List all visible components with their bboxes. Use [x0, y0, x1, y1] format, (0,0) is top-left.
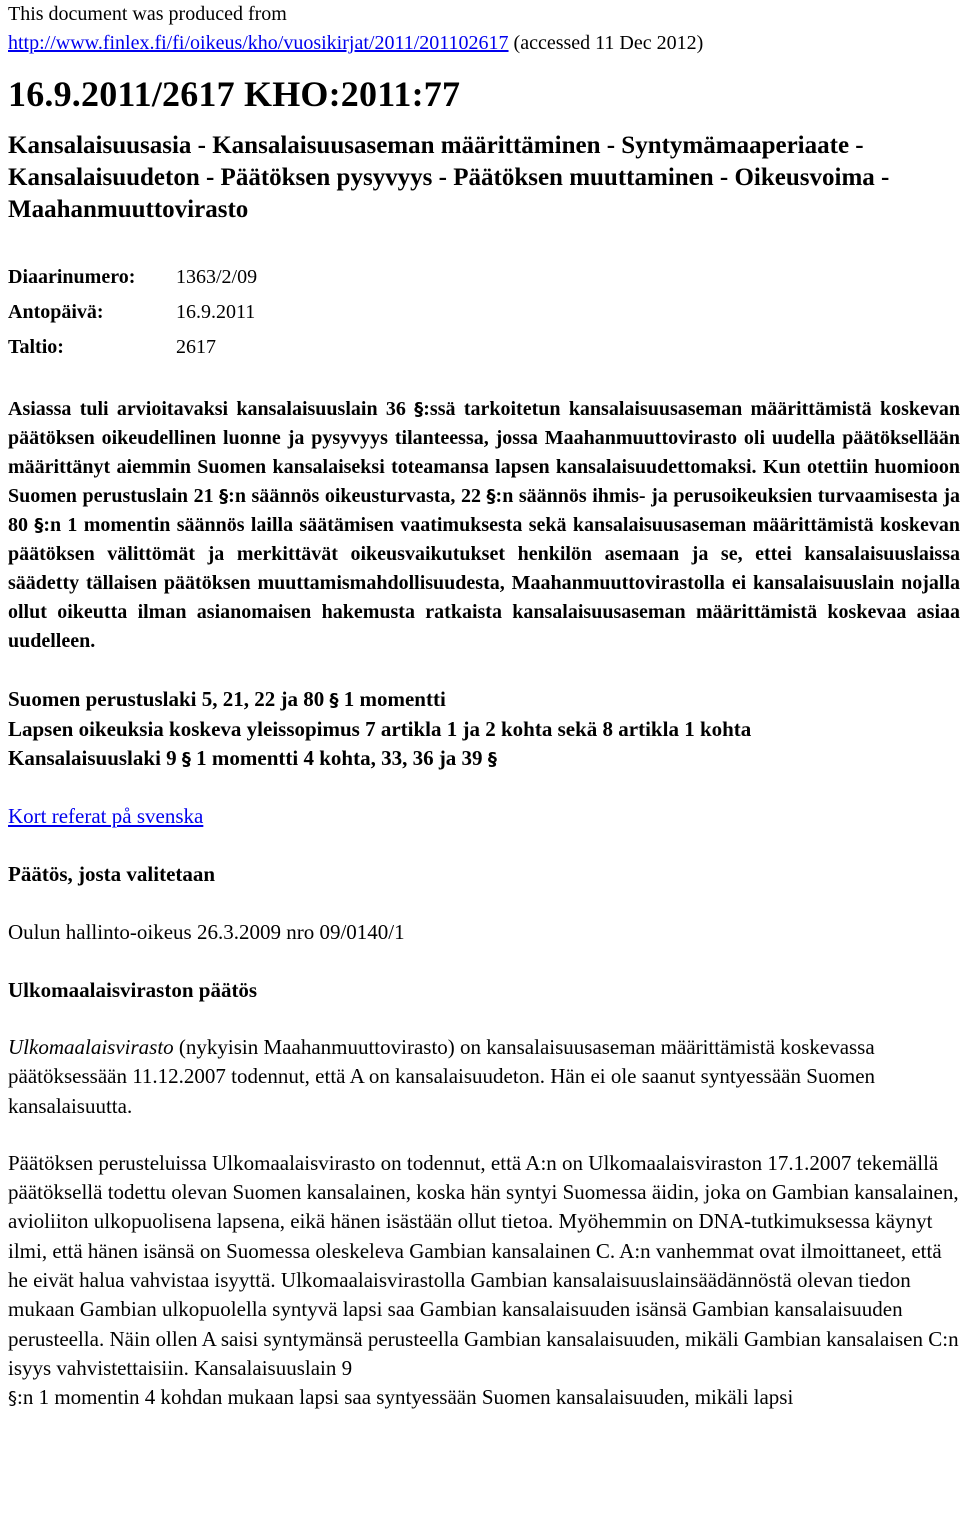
section-sign-icon: § [486, 486, 496, 507]
antopaiva-value: 16.9.2011 [176, 301, 256, 323]
diaarinumero-label: Diaarinumero: [8, 266, 136, 288]
section-sign-icon: § [414, 399, 424, 420]
diaarinumero-value: 1363/2/09 [176, 266, 258, 288]
appealed-decision-heading: Päätös, josta valitetaan [8, 862, 216, 886]
taltio-row [8, 330, 960, 365]
section-sign-icon: § [329, 690, 339, 711]
document-title: 16.9.2011/2617 KHO:2011:77 [8, 74, 461, 114]
law-line-1 [8, 685, 960, 715]
swedish-summary-link[interactable]: Kort referat på svenska [8, 804, 204, 828]
source-note [8, 0, 960, 58]
section-sign-icon: § [8, 1388, 17, 1410]
summary-part1: Asiassa tuli arvioitavaksi kansalaisuuslain 36 [8, 398, 415, 420]
keywords: Kansalaisuusasia - Kansalaisuusaseman määrittäminen - Syntymämaaperiaate - Kansalaisuudeton - Päätöksen pysyvyys - Päätöksen muuttaminen - Oikeusvoima - Maahanmuuttovirasto [8, 132, 890, 223]
section-sign-icon: § [181, 749, 191, 770]
summary-part6: :n 1 momentin säännös lailla säätämisen vaatimuksesta sekä kansalaisuusaseman määrittämistä koskevan päätöksen välittömät ja merkittävät oikeusvaikutukset henkilön asemaan ja se, ettei kansalaisuuslaissa säädetty tällaisen päätöksen muuttamismahdollisuudesta, Maahanmuuttovirastolla ei kansalaisuuslain nojalla ollut oikeutta ilman asianomaisen hakemusta ratkaista kansalaisuusaseman määrittämistä koskevaa asiaa uudelleen. [8, 514, 960, 652]
taltio-value: 2617 [176, 336, 216, 358]
paragraph-2-text: Päätöksen perusteluissa Ulkomaalaisvirasto on todennut, että A:n on Ulkomaalaisviraston 17.1.2007 tekemällä päätöksellä todettu olevan Suomen kansalainen, koska hän syntyi Suomessa äidin, joka on Gambian kansalainen, avioliiton ulkopuolisena lapsena, eikä hänen isästään ollut tietoa. Myöhemmin on DNA-tutkimuksessa käynyt ilmi, että hänen isänsä on Suomessa oleskeleva Gambian kansalainen C. A:n vanhemmat ovat ilmoittaneet, että he eivät halua vahvistaa isyyttä. Ulkomaalaisvirastolla Gambian kansalaisuuslainsäädännöstä olevan tiedon mukaan Gambian ulkopuolella syntyvä lapsi saa Gambian kansalaisuuden isänsä Gambian kansalaisuuden perusteella. Näin ollen A saisi syntymänsä perusteella Gambian kansalaisuuden, mikäli Gambian kansalaisen C:n isyys vahvistettaisiin. Kansalaisuuslain 9 [8, 1150, 959, 1380]
diaarinumero-row [8, 260, 960, 295]
paragraph-1 [8, 1033, 960, 1121]
swedish-summary-link-row [8, 802, 960, 831]
law-text: Suomen perustuslaki 5, 21, 22 ja 80 [8, 687, 330, 711]
taltio-label: Taltio: [8, 336, 64, 358]
case-summary [8, 395, 960, 656]
law-line-2: Lapsen oikeuksia koskeva yleissopimus 7 artikla 1 ja 2 kohta sekä 8 artikla 1 kohta [8, 717, 752, 741]
source-url-link[interactable]: http://www.finlex.fi/fi/oikeus/kho/vuosikirjat/2011/201102617 [8, 32, 509, 54]
section-sign-icon: § [487, 749, 497, 770]
antopaiva-row [8, 295, 960, 330]
summary-part2: :ssä tarkoitetun kansalaisuusaseman määrittämistä koskevan päätöksen oikeudellinen luonne ja pysyvyys tilanteessa, jossa Maahanmuuttovirasto oli uudella päätöksellään määrittänyt aiemmin Suomen kansalaiseksi toteamansa lapsen kansalaisuudettomaksi. [8, 398, 960, 478]
law-text: 1 momentti 4 kohta, 33, 36 ja 39 [190, 746, 488, 770]
paragraph-1-text: (nykyisin Maahanmuuttovirasto) on kansalaisuusaseman määrittämistä koskevassa päätöksessään 11.12.2007 todennut, että A on kansalaisuudeton. Hän ei ole saanut syntyessään Suomen kansalaisuutta. [8, 1035, 876, 1118]
applied-laws [8, 685, 960, 774]
section-sign-icon: § [219, 486, 229, 507]
summary-part4: :n säännös oikeusturvasta, 22 [228, 485, 487, 507]
law-text: Kansalaisuuslaki 9 [8, 746, 182, 770]
source-line [8, 29, 960, 58]
agency-decision-heading: Ulkomaalaisviraston päätös [8, 978, 258, 1002]
appealed-decision: Oulun hallinto-oikeus 26.3.2009 nro 09/0140/1 [8, 920, 405, 944]
document-page [8, 0, 960, 1414]
source-prefix: This document was produced from [8, 3, 287, 25]
accessed-date: (accessed 11 Dec 2012) [508, 32, 704, 54]
summary-part5: :n säännös ihmis- ja perusoikeuksien turvaamisesta ja 80 [8, 485, 960, 536]
summary-part3: Kun otettiin huomioon Suomen perustuslain 21 [8, 456, 960, 507]
law-line-3 [8, 744, 960, 774]
agency-name: Ulkomaalaisvirasto [8, 1035, 174, 1059]
paragraph-2 [8, 1149, 960, 1414]
section-sign-icon: § [34, 515, 44, 536]
antopaiva-label: Antopäivä: [8, 301, 104, 323]
metadata-block [8, 260, 960, 365]
paragraph-2-tail: :n 1 momentin 4 kohdan mukaan lapsi saa syntyessään Suomen kansalaisuuden, mikäli lapsi [17, 1385, 794, 1410]
law-text: 1 momentti [338, 687, 446, 711]
